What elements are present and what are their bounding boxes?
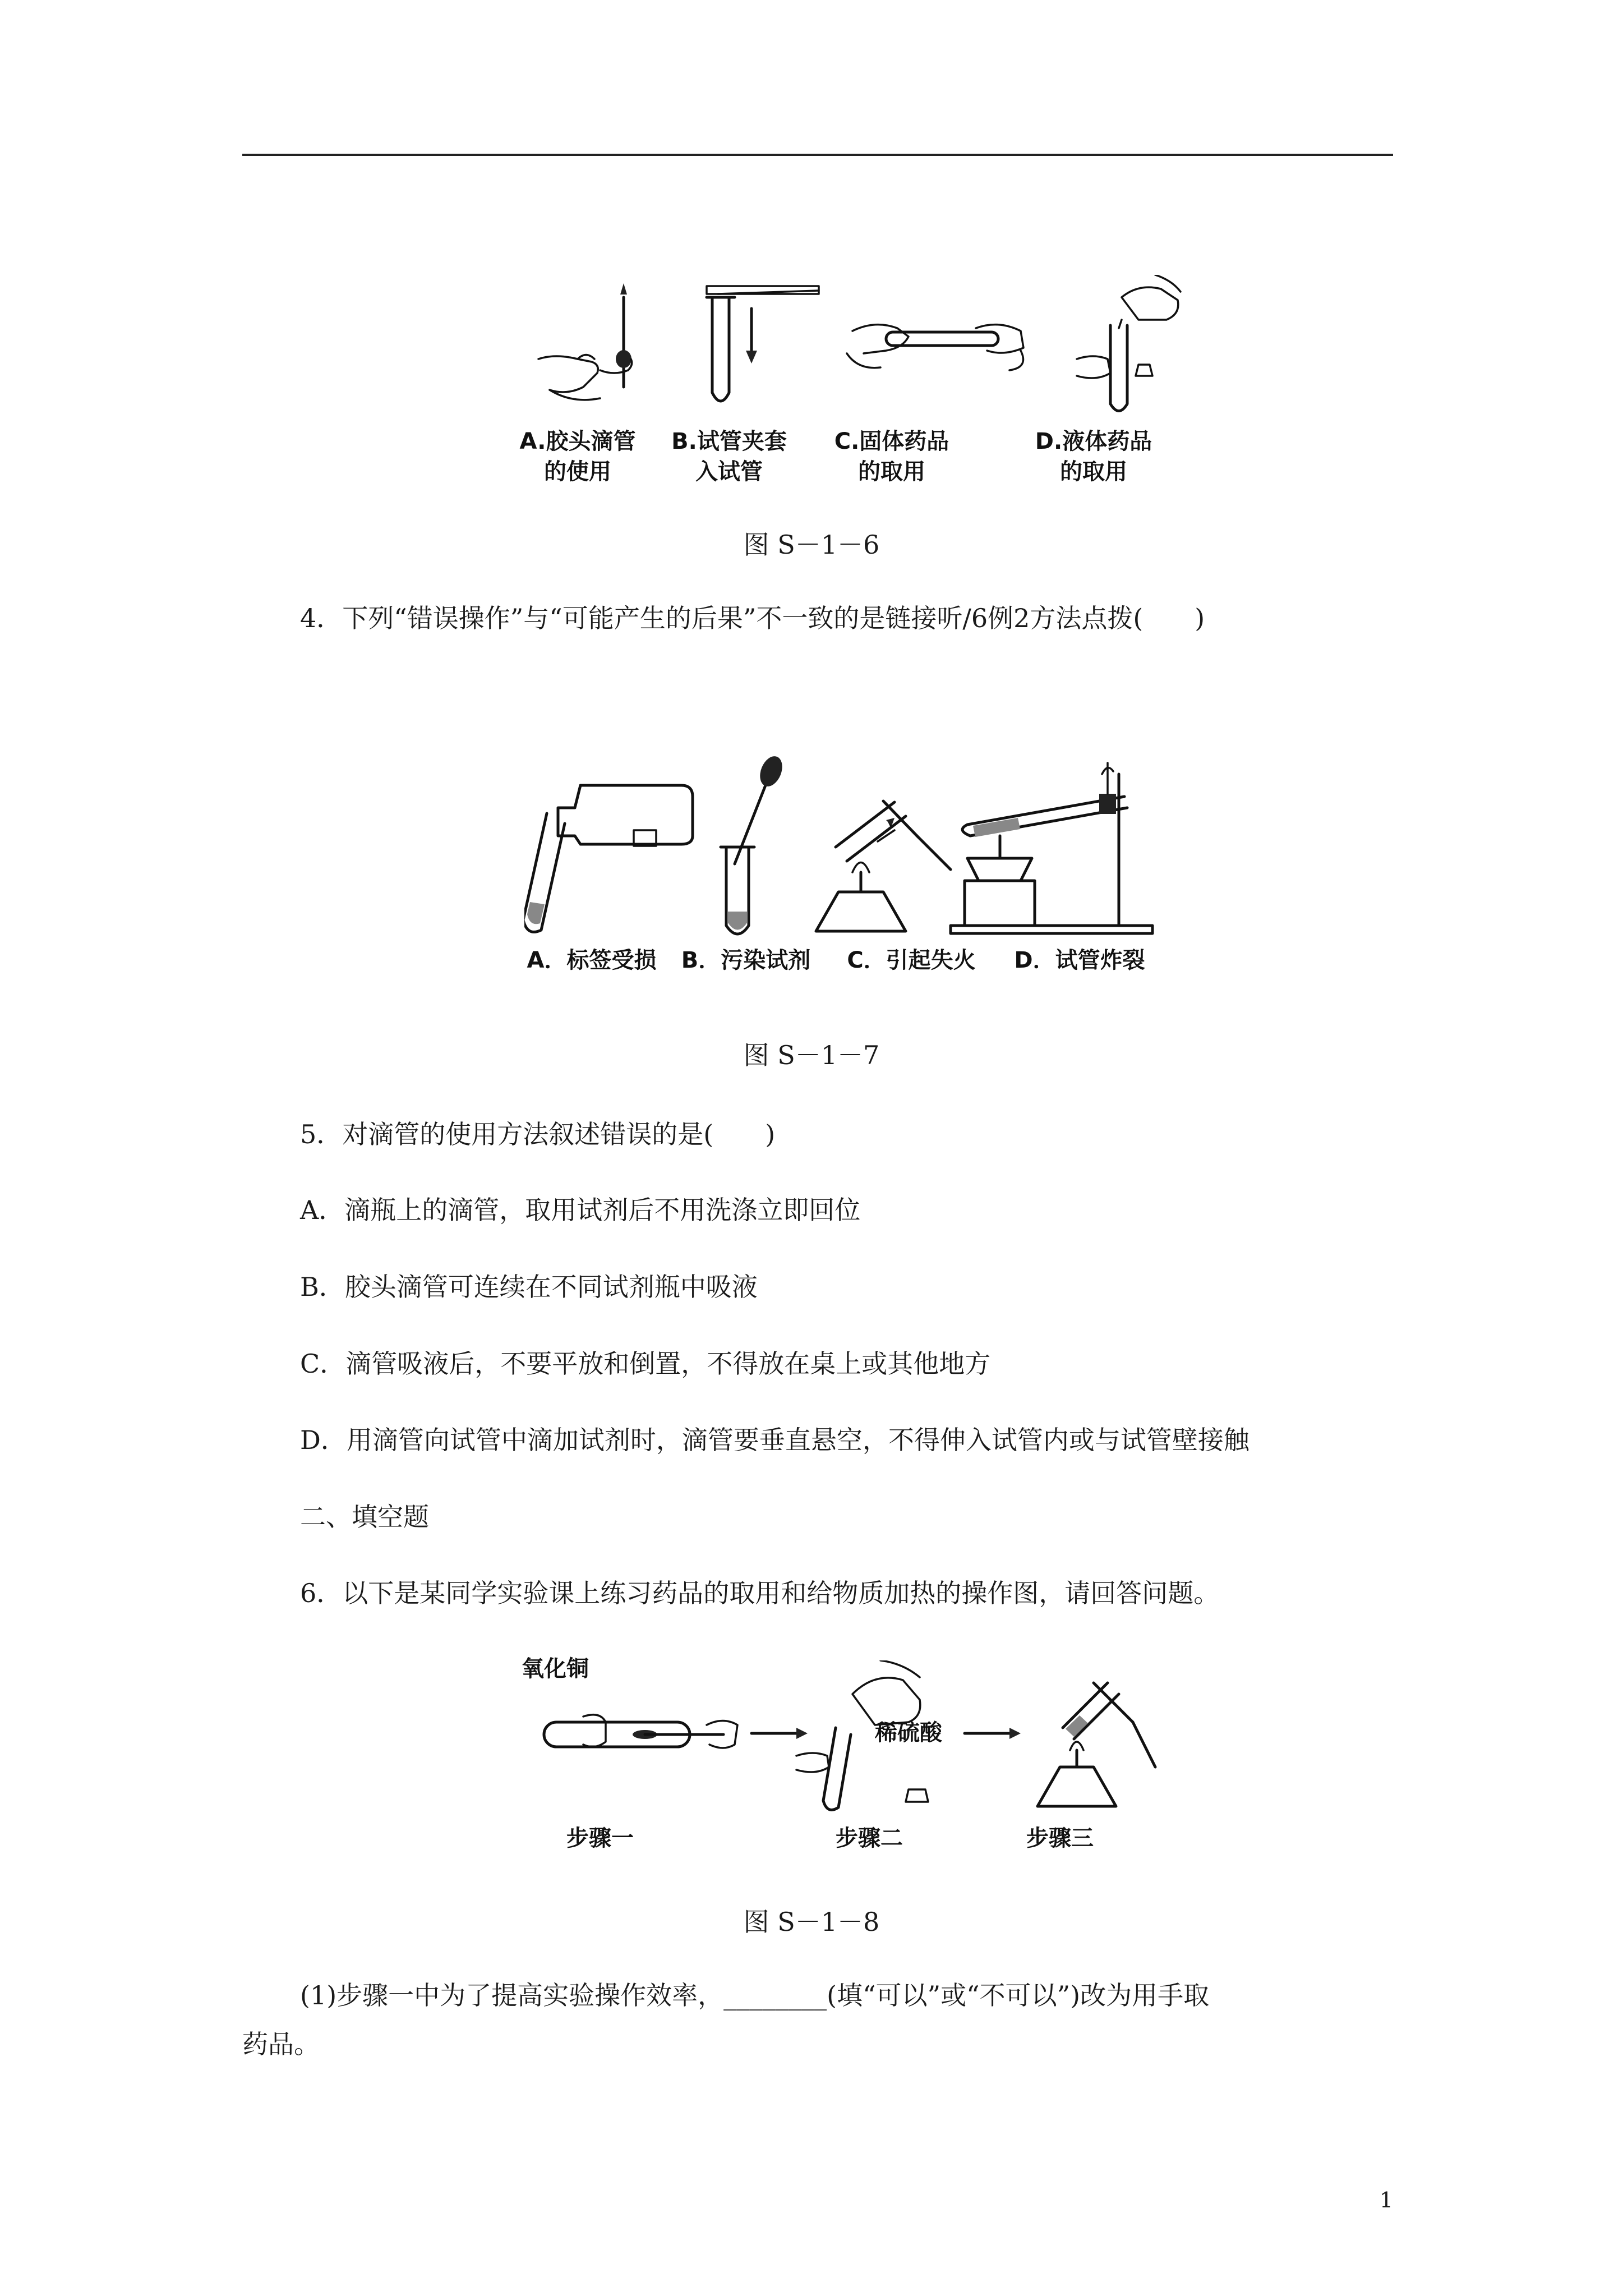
figure6-caption: 图 S－1－6 bbox=[743, 530, 880, 560]
step-two-label: 步骤二 bbox=[836, 1825, 903, 1851]
label-dilute-sulfuric-acid: 稀硫酸 bbox=[875, 1720, 942, 1746]
figure-s-1-8-illustration bbox=[538, 1660, 1166, 1823]
liquid-pouring-drawing bbox=[1077, 275, 1181, 411]
step-one-drawing bbox=[544, 1715, 808, 1748]
figure7-label-d: D．试管炸裂 bbox=[1014, 947, 1145, 973]
step-three-label: 步骤三 bbox=[1026, 1825, 1094, 1851]
question-5-stem: 5．对滴管的使用方法叙述错误的是( ) bbox=[300, 1119, 776, 1149]
question-5-option-b: B．胶头滴管可连续在不同试剂瓶中吸液 bbox=[300, 1272, 758, 1302]
section-heading: 二、填空题 bbox=[300, 1502, 429, 1532]
bottle-and-tube-drawing bbox=[524, 785, 693, 932]
figure-s-1-6-illustration bbox=[516, 275, 1189, 421]
figure7-label-c: C．引起失火 bbox=[847, 947, 976, 973]
question-4-text: 4．下列“错误操作”与“可能产生的后果”不一致的是链接听/6例2方法点拨( ) bbox=[300, 603, 1205, 633]
figure6-label-d: D.液体药品 的取用 bbox=[1035, 429, 1152, 485]
figure-s-1-7-illustration bbox=[524, 752, 1158, 948]
page-number: 1 bbox=[1379, 2188, 1393, 2212]
step-one-label: 步骤一 bbox=[566, 1825, 634, 1851]
figure7-caption: 图 S－1－7 bbox=[743, 1040, 880, 1070]
dropper-hand-drawing bbox=[538, 283, 632, 400]
horizontal-tube-drawing bbox=[847, 325, 1023, 370]
question-6-1-line2: 药品。 bbox=[242, 2029, 320, 2059]
figure6-label-c: C.固体药品 的取用 bbox=[834, 429, 949, 485]
question-5-option-d: D．用滴管向试管中滴加试剂时，滴管要垂直悬空，不得伸入试管内或与试管壁接触 bbox=[300, 1425, 1249, 1455]
question-5-option-c: C．滴管吸液后，不要平放和倒置，不得放在桌上或其他地方 bbox=[300, 1349, 991, 1379]
dropper-into-tube-drawing bbox=[721, 753, 786, 934]
figure7-label-b: B．污染试剂 bbox=[681, 947, 811, 973]
figure6-label-b: B.试管夹套 入试管 bbox=[671, 429, 787, 485]
alcohol-lamp-lighting-drawing bbox=[816, 801, 951, 931]
step-three-drawing bbox=[1038, 1683, 1155, 1806]
header-rule bbox=[242, 154, 1393, 156]
label-copper-oxide: 氧化铜 bbox=[522, 1656, 589, 1682]
figure8-caption: 图 S－1－8 bbox=[743, 1907, 880, 1937]
figure6-label-a: A.胶头滴管 的使用 bbox=[519, 429, 636, 485]
question-6-stem: 6．以下是某同学实验课上练习药品的取用和给物质加热的操作图，请回答问题。 bbox=[300, 1578, 1220, 1608]
question-5-option-a: A．滴瓶上的滴管，取用试剂后不用洗涤立即回位 bbox=[300, 1195, 861, 1225]
question-6-1-line1: (1)步骤一中为了提高实验操作效率，________(填“可以”或“不可以”)改为用手取 bbox=[300, 1980, 1210, 2010]
test-tube-clamp-drawing bbox=[707, 286, 819, 401]
heating-tube-on-stand-drawing bbox=[951, 763, 1152, 933]
figure7-label-a: A．标签受损 bbox=[527, 947, 657, 973]
